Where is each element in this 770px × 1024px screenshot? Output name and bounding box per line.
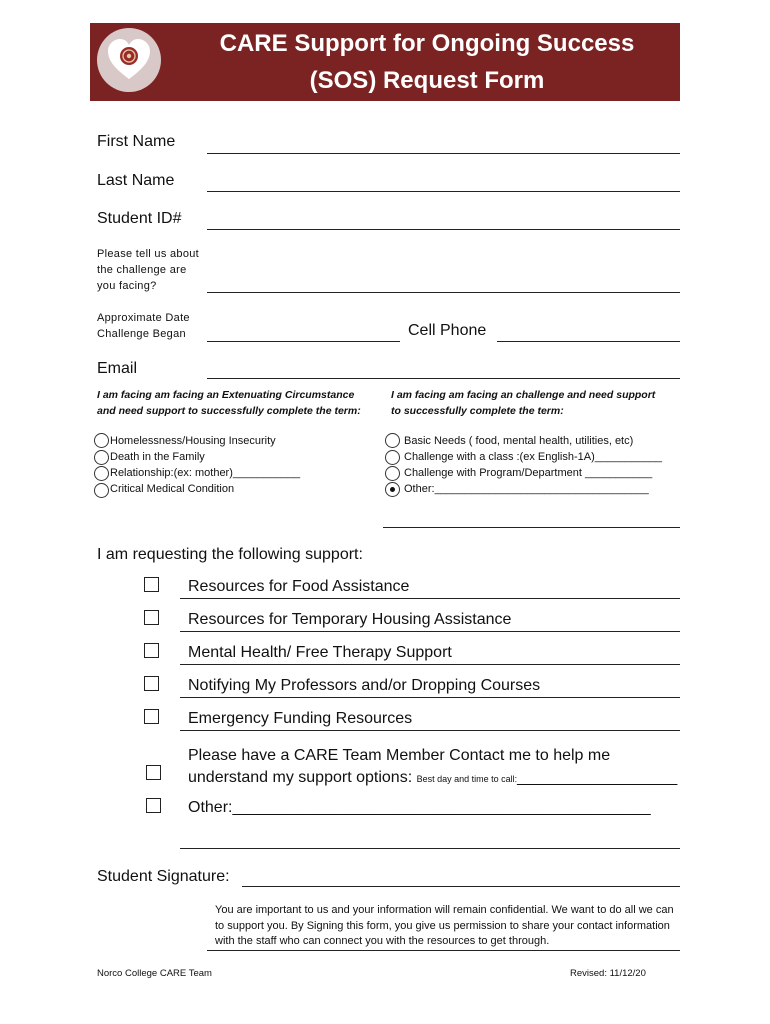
- student-id-field[interactable]: [207, 229, 680, 230]
- contact-request-text: understand my support options:: [188, 769, 413, 786]
- other-challenge-field[interactable]: [383, 527, 680, 528]
- form-title: [190, 25, 664, 99]
- challenge-note-line2: to successfully complete the term:: [391, 405, 564, 417]
- support-item-underline: [180, 631, 680, 632]
- other-support-field[interactable]: Other:_______________________________________________: [188, 799, 651, 816]
- support-item-underline: [180, 664, 680, 665]
- support-item-mental-health: Mental Health/ Free Therapy Support: [188, 644, 452, 661]
- signature-label: Student Signature:: [97, 868, 230, 885]
- option-label: Other:___________________________________: [404, 483, 649, 495]
- challenge-description-field[interactable]: [207, 292, 680, 293]
- first-name-field[interactable]: [207, 153, 680, 154]
- checkbox-care-contact[interactable]: [146, 765, 161, 780]
- support-heading: I am requesting the following support:: [97, 546, 363, 563]
- confidentiality-note: You are important to us and your information will remain confidential. We want to do all we can to support you. By Signing this form, you give us permission to share your contact information with the staff who can connect you with the resources to get through.: [215, 904, 674, 947]
- last-name-field[interactable]: [207, 191, 680, 192]
- date-field[interactable]: [207, 341, 400, 342]
- support-item-underline: [180, 598, 680, 599]
- option-label: Basic Needs ( food, mental health, utilities, etc): [404, 435, 634, 447]
- footer-team-name: Norco College CARE Team: [97, 968, 212, 979]
- cell-phone-field[interactable]: [497, 341, 680, 342]
- checkbox-other-support[interactable]: [146, 798, 161, 813]
- radio-class-challenge[interactable]: [385, 450, 400, 465]
- date-label-line2: Challenge Began: [97, 328, 186, 340]
- footer-revised-date: Revised: 11/12/20: [570, 968, 646, 979]
- student-id-label: Student ID#: [97, 210, 182, 227]
- date-label: [97, 310, 190, 342]
- best-time-field[interactable]: __________________: [517, 769, 678, 786]
- date-label-line1: Approximate Date: [97, 312, 190, 324]
- challenge-note-line1: I am facing am facing an challenge and need support: [391, 389, 656, 401]
- extenuating-note-line2: and need support to successfully complete the term:: [97, 405, 361, 417]
- support-item-funding: Emergency Funding Resources: [188, 710, 413, 727]
- email-field[interactable]: [207, 378, 680, 379]
- option-label: Homelessness/Housing Insecurity: [110, 435, 276, 447]
- other-support-extra-line[interactable]: [180, 848, 680, 849]
- checkbox-food-assistance[interactable]: [144, 577, 159, 592]
- checkbox-notify-professors[interactable]: [144, 676, 159, 691]
- radio-other[interactable]: [385, 482, 400, 497]
- extenuating-note-line1: I am facing am facing an Extenuating Circumstance: [97, 389, 355, 401]
- radio-critical-medical[interactable]: [94, 483, 109, 498]
- option-label: Critical Medical Condition: [110, 483, 235, 495]
- option-label: Challenge with a class :(ex English-1A)___________: [404, 451, 663, 463]
- radio-death-in-family[interactable]: [94, 450, 109, 465]
- radio-homelessness[interactable]: [94, 433, 109, 448]
- radio-basic-needs[interactable]: [385, 433, 400, 448]
- signature-field[interactable]: [242, 886, 680, 887]
- extenuating-note: [97, 387, 387, 419]
- disclaimer-divider: [207, 950, 680, 951]
- cell-phone-label: Cell Phone: [408, 322, 487, 339]
- support-item-underline: [180, 697, 680, 698]
- support-item-food: Resources for Food Assistance: [188, 578, 410, 595]
- challenge-question-line3: you facing?: [97, 280, 157, 292]
- challenge-note: [391, 387, 681, 419]
- contact-request-line2: [188, 769, 677, 787]
- radio-program-challenge[interactable]: [385, 466, 400, 481]
- checkbox-housing-assistance[interactable]: [144, 610, 159, 625]
- checkbox-emergency-funding[interactable]: [144, 709, 159, 724]
- form-title-line1: CARE Support for Ongoing Success: [219, 30, 635, 57]
- option-label: Death in the Family: [110, 451, 205, 463]
- checkbox-mental-health[interactable]: [144, 643, 159, 658]
- support-item-housing: Resources for Temporary Housing Assistance: [188, 611, 512, 628]
- form-header: [90, 23, 680, 101]
- heart-seal-icon: [97, 28, 161, 92]
- challenge-question-line2: the challenge are: [97, 264, 187, 276]
- challenge-question-label: [97, 246, 199, 294]
- radio-relationship[interactable]: [94, 466, 109, 481]
- support-item-professors: Notifying My Professors and/or Dropping Courses: [188, 677, 541, 694]
- best-time-label: Best day and time to call:: [416, 774, 518, 784]
- last-name-label: Last Name: [97, 172, 175, 189]
- challenge-question-line1: Please tell us about: [97, 248, 200, 260]
- first-name-label: First Name: [97, 133, 176, 150]
- option-label: Relationship:(ex: mother)___________: [110, 467, 301, 479]
- support-item-underline: [180, 730, 680, 731]
- email-label: Email: [97, 360, 138, 377]
- form-title-line2: (SOS) Request Form: [309, 67, 545, 94]
- option-label: Challenge with Program/Department ___________: [404, 467, 653, 479]
- contact-request-line1: Please have a CARE Team Member Contact me to help me: [188, 747, 611, 764]
